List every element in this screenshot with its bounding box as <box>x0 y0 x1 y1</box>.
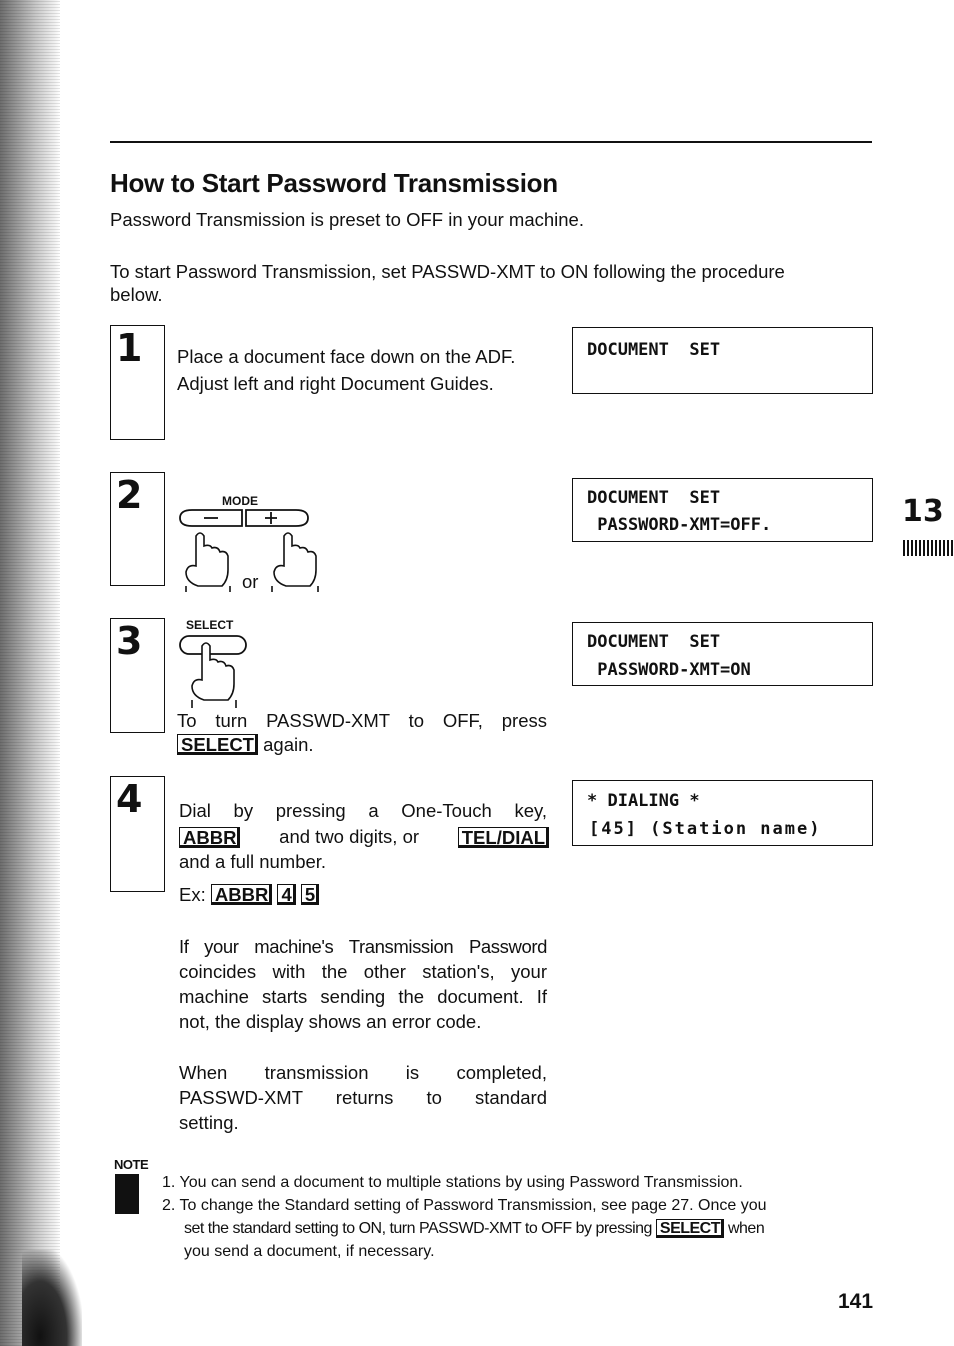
book-binding-shadow <box>0 0 60 1346</box>
step-2-box <box>110 472 165 586</box>
step-2-display-line2: PASSWORD-XMT=OFF. <box>587 515 772 535</box>
lead-text-line1: To start Password Transmission, set PASSWD-XMT to ON following the procedure <box>110 261 785 282</box>
header-rule <box>110 141 872 143</box>
step-3-number: 3 <box>116 619 143 663</box>
step-4-para1-line2: coincides with the other station's, your <box>179 961 547 982</box>
select-key[interactable] <box>180 636 246 654</box>
note-item-2-line2 <box>184 1217 764 1240</box>
step-3-again-text: again. <box>263 734 314 755</box>
chapter-tab-number: 13 <box>902 494 944 529</box>
pointing-hand-icon <box>186 533 230 592</box>
lead-text-line2: below. <box>110 284 163 305</box>
example-digit-key-5: 5 <box>301 884 319 905</box>
step-2-or-text: or <box>242 571 259 592</box>
step-4-para1-line3: machine starts sending the document. If <box>179 986 547 1007</box>
intro-text: Password Transmission is preset to OFF in your machine. <box>110 209 584 230</box>
step-3-box <box>110 618 165 733</box>
step-4-example <box>179 883 319 907</box>
step-2-display <box>572 478 873 542</box>
abbr-key-label: ABBR <box>179 827 240 848</box>
note-item-1: 1. You can send a document to multiple stations by using Password Transmission. <box>162 1174 743 1191</box>
binding-corner-shadow <box>22 1250 82 1346</box>
step-3-text-line1: To turn PASSWD-XMT to OFF, press <box>177 710 547 731</box>
step-4-display-line2: [45] (Station name) <box>589 819 822 839</box>
note-icon <box>115 1174 139 1214</box>
note-item-2-before-key: set the standard setting to ON, turn PASSWD-XMT to OFF by pressing <box>184 1220 652 1237</box>
step-4-number: 4 <box>116 777 143 821</box>
mode-minus-key[interactable] <box>180 510 242 526</box>
step-4-display <box>572 780 873 846</box>
step-3-display-line2: PASSWORD-XMT=ON <box>587 660 751 680</box>
step-4-line3: and a full number. <box>179 851 327 872</box>
step-1-number: 1 <box>116 326 143 370</box>
chapter-tab-marker <box>903 540 953 556</box>
note-item-2-after-key: when <box>727 1220 765 1237</box>
note-select-key: SELECT <box>656 1219 724 1238</box>
page-number: 141 <box>838 1290 874 1313</box>
select-key-illustration <box>176 632 256 708</box>
step-4-para2-line3: setting. <box>179 1112 239 1133</box>
mode-label: MODE <box>222 494 258 508</box>
step-3-display <box>572 622 873 686</box>
example-abbr-key: ABBR <box>211 884 272 905</box>
step-4-para2-line1: When transmission is completed, <box>179 1062 547 1083</box>
example-prefix: Ex: <box>179 884 206 905</box>
step-1-line1: Place a document face down on the ADF. <box>177 346 516 367</box>
step-3-display-line1: DOCUMENT SET <box>587 632 721 652</box>
note-label: NOTE <box>114 1157 149 1172</box>
note-item-2-line1: 2. To change the Standard setting of Password Transmission, see page 27. Once you <box>162 1197 767 1214</box>
step-1-line2: Adjust left and right Document Guides. <box>177 373 494 394</box>
pointing-hand-icon <box>272 533 318 592</box>
mode-plus-key[interactable] <box>246 510 308 526</box>
step-2-number: 2 <box>116 473 143 517</box>
step-4-para2-line2: PASSWD-XMT returns to standard <box>179 1087 547 1108</box>
step-4-display-line1: * DIALING * <box>587 791 700 811</box>
step-1-display-line1: DOCUMENT SET <box>587 340 721 360</box>
step-3-text-line2 <box>177 733 314 757</box>
teldial-key-label: TEL/DIAL <box>458 827 549 848</box>
step-2-display-line1: DOCUMENT SET <box>587 488 721 508</box>
select-key-label: SELECT <box>177 734 258 755</box>
step-4-line2-text: and two digits, or <box>279 826 420 847</box>
step-4-para1-line4: not, the display shows an error code. <box>179 1011 482 1032</box>
step-4-line1: Dial by pressing a One-Touch key, <box>179 800 547 821</box>
step-4-line2 <box>179 825 549 849</box>
step-1-display <box>572 327 873 394</box>
step-4-box <box>110 776 165 892</box>
example-digit-key-4: 4 <box>277 884 295 905</box>
select-label: SELECT <box>186 618 234 632</box>
note-item-2-line3: you send a document, if necessary. <box>184 1243 435 1260</box>
page-title: How to Start Password Transmission <box>110 168 558 198</box>
step-1-box <box>110 325 165 440</box>
step-4-para1-line1: If your machine's Transmission Password <box>179 936 547 957</box>
